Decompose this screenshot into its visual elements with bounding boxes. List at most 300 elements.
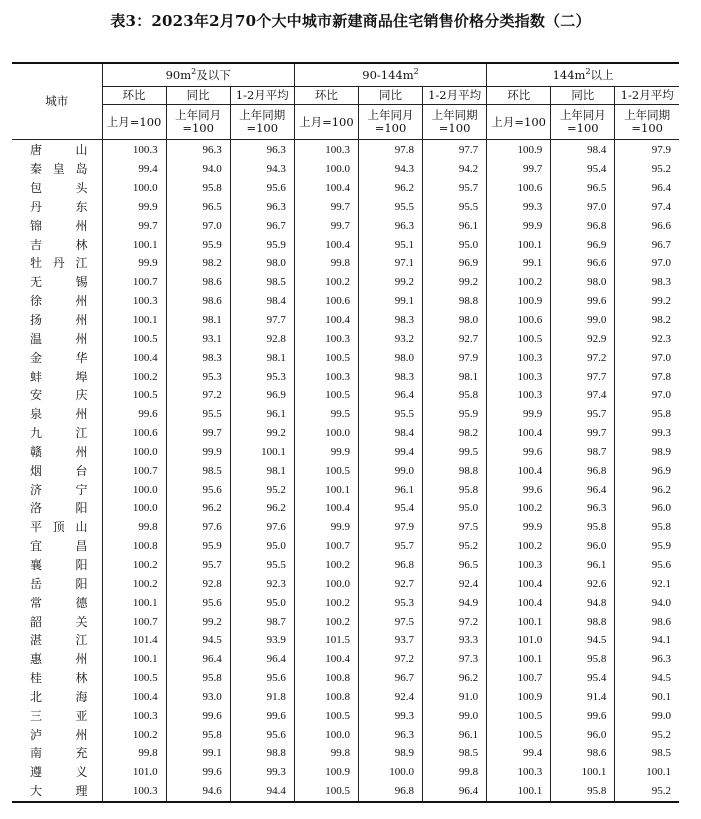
index-value: 99.5 xyxy=(294,405,358,424)
index-value: 96.5 xyxy=(423,556,487,575)
index-value: 100.5 xyxy=(294,348,358,367)
index-value: 98.5 xyxy=(166,461,230,480)
index-value: 98.3 xyxy=(358,311,422,330)
index-value: 96.2 xyxy=(166,499,230,518)
index-value: 96.4 xyxy=(423,782,487,802)
index-value: 98.5 xyxy=(230,273,294,292)
index-value: 96.2 xyxy=(230,499,294,518)
index-value: 100.2 xyxy=(102,367,166,386)
index-value: 98.4 xyxy=(551,140,615,160)
table-row xyxy=(12,650,679,669)
base-header: 上年同月=100 xyxy=(358,105,422,140)
index-value: 99.8 xyxy=(294,744,358,763)
index-value: 96.9 xyxy=(615,461,679,480)
city-name: 丹东 xyxy=(30,199,88,214)
index-value: 96.9 xyxy=(551,235,615,254)
index-value: 100.5 xyxy=(487,329,551,348)
index-value: 99.7 xyxy=(294,216,358,235)
city-name: 北海 xyxy=(30,689,88,704)
index-value: 99.8 xyxy=(423,763,487,782)
index-value: 99.3 xyxy=(230,763,294,782)
index-value: 99.2 xyxy=(230,424,294,443)
city-name: 九江 xyxy=(30,426,88,441)
table-row xyxy=(12,461,679,480)
index-value: 91.4 xyxy=(551,687,615,706)
index-value: 94.5 xyxy=(615,669,679,688)
index-value: 100.8 xyxy=(294,669,358,688)
table-body xyxy=(12,140,679,802)
index-value: 100.5 xyxy=(102,386,166,405)
index-value: 95.7 xyxy=(423,179,487,198)
index-value: 100.2 xyxy=(102,725,166,744)
index-value: 97.4 xyxy=(615,198,679,217)
index-value: 99.9 xyxy=(102,198,166,217)
table-row xyxy=(12,499,679,518)
table-row xyxy=(12,480,679,499)
index-value: 95.4 xyxy=(551,669,615,688)
index-value: 96.3 xyxy=(166,140,230,160)
index-value: 97.3 xyxy=(423,650,487,669)
index-value: 95.9 xyxy=(166,235,230,254)
index-value: 96.8 xyxy=(551,461,615,480)
index-value: 96.3 xyxy=(230,198,294,217)
group-header-small: $90m^2$及以下 xyxy=(102,63,294,87)
index-value: 96.1 xyxy=(423,725,487,744)
index-value: 100.1 xyxy=(102,650,166,669)
index-value: 97.1 xyxy=(358,254,422,273)
index-value: 95.6 xyxy=(166,593,230,612)
index-value: 100.1 xyxy=(102,311,166,330)
index-value: 100.3 xyxy=(102,782,166,802)
city-name: 烟台 xyxy=(30,463,88,478)
index-value: 97.2 xyxy=(166,386,230,405)
index-value: 90.1 xyxy=(615,687,679,706)
index-value: 97.9 xyxy=(358,518,422,537)
index-value: 95.0 xyxy=(423,235,487,254)
table-row xyxy=(12,612,679,631)
index-value: 96.2 xyxy=(358,179,422,198)
index-value: 98.2 xyxy=(166,254,230,273)
index-value: 97.8 xyxy=(615,367,679,386)
index-value: 96.7 xyxy=(615,235,679,254)
index-value: 99.1 xyxy=(487,254,551,273)
table-row xyxy=(12,744,679,763)
index-value: 98.1 xyxy=(423,367,487,386)
index-value: 94.4 xyxy=(230,782,294,802)
index-value: 95.0 xyxy=(230,593,294,612)
city-name: 唐山 xyxy=(30,143,88,158)
group-header-medium: $90-144m^2$ xyxy=(294,63,486,87)
index-value: 95.3 xyxy=(166,367,230,386)
index-value: 95.5 xyxy=(358,198,422,217)
index-value: 99.6 xyxy=(102,405,166,424)
index-value: 100.1 xyxy=(487,650,551,669)
index-value: 95.6 xyxy=(230,725,294,744)
index-value: 100.4 xyxy=(487,574,551,593)
index-value: 100.4 xyxy=(487,424,551,443)
index-value: 91.8 xyxy=(230,687,294,706)
index-value: 92.6 xyxy=(551,574,615,593)
index-value: 92.7 xyxy=(423,329,487,348)
index-value: 99.9 xyxy=(294,443,358,462)
table-row xyxy=(12,216,679,235)
city-name: 湛江 xyxy=(30,633,88,648)
city-name: 三亚 xyxy=(30,708,88,723)
index-value: 99.7 xyxy=(551,424,615,443)
table-row xyxy=(12,763,679,782)
index-value: 96.3 xyxy=(615,650,679,669)
index-value: 91.0 xyxy=(423,687,487,706)
index-value: 98.6 xyxy=(166,292,230,311)
index-value: 95.9 xyxy=(230,235,294,254)
index-value: 100.2 xyxy=(487,273,551,292)
index-value: 93.2 xyxy=(358,329,422,348)
index-value: 98.0 xyxy=(551,273,615,292)
table-row xyxy=(12,687,679,706)
index-value: 96.3 xyxy=(551,499,615,518)
city-name: 包头 xyxy=(30,181,88,196)
index-value: 95.3 xyxy=(358,593,422,612)
index-value: 95.3 xyxy=(230,367,294,386)
index-value: 96.1 xyxy=(551,556,615,575)
city-name: 洛阳 xyxy=(30,501,88,516)
index-value: 96.9 xyxy=(230,386,294,405)
index-value: 99.4 xyxy=(102,160,166,179)
index-value: 95.6 xyxy=(230,179,294,198)
index-value: 100.4 xyxy=(294,311,358,330)
index-value: 97.2 xyxy=(551,348,615,367)
table-title: 表3：2023年2月70个大中城市新建商品住宅销售价格分类指数（二） xyxy=(110,12,591,30)
index-value: 93.1 xyxy=(166,329,230,348)
index-value: 99.9 xyxy=(487,216,551,235)
city-name: 扬州 xyxy=(30,313,88,328)
index-value: 100.5 xyxy=(102,329,166,348)
index-value: 99.9 xyxy=(294,518,358,537)
index-value: 100.5 xyxy=(294,461,358,480)
index-value: 94.1 xyxy=(615,631,679,650)
index-value: 98.4 xyxy=(358,424,422,443)
index-value: 94.6 xyxy=(166,782,230,802)
table-header xyxy=(12,63,679,140)
index-value: 100.4 xyxy=(294,499,358,518)
index-value: 98.7 xyxy=(230,612,294,631)
index-value: 100.5 xyxy=(487,725,551,744)
index-value: 92.7 xyxy=(358,574,422,593)
index-value: 95.8 xyxy=(551,782,615,802)
index-value: 94.3 xyxy=(358,160,422,179)
index-value: 99.2 xyxy=(358,273,422,292)
index-value: 101.0 xyxy=(487,631,551,650)
city-name: 泸州 xyxy=(30,727,88,742)
city-name: 平顶山 xyxy=(30,520,88,535)
index-value: 97.2 xyxy=(423,612,487,631)
index-value: 99.3 xyxy=(615,424,679,443)
index-value: 100.5 xyxy=(102,669,166,688)
index-value: 100.9 xyxy=(487,687,551,706)
index-value: 98.0 xyxy=(230,254,294,273)
index-value: 98.9 xyxy=(615,443,679,462)
index-value: 97.4 xyxy=(551,386,615,405)
table-row xyxy=(12,273,679,292)
index-value: 100.7 xyxy=(102,612,166,631)
index-value: 96.7 xyxy=(358,669,422,688)
index-value: 100.2 xyxy=(102,556,166,575)
index-value: 95.8 xyxy=(166,179,230,198)
table-row xyxy=(12,782,679,802)
index-value: 100.0 xyxy=(102,499,166,518)
index-value: 98.3 xyxy=(166,348,230,367)
index-value: 98.1 xyxy=(230,348,294,367)
index-value: 99.6 xyxy=(487,480,551,499)
index-value: 99.5 xyxy=(423,443,487,462)
city-name: 温州 xyxy=(30,331,88,346)
index-value: 100.1 xyxy=(487,612,551,631)
base-header: 上月=100 xyxy=(487,105,551,140)
index-value: 100.3 xyxy=(487,348,551,367)
index-value: 99.8 xyxy=(102,744,166,763)
table-row xyxy=(12,367,679,386)
index-value: 100.0 xyxy=(294,424,358,443)
city-name: 宜昌 xyxy=(30,539,88,554)
index-value: 95.2 xyxy=(230,480,294,499)
index-value: 92.8 xyxy=(230,329,294,348)
city-column-header: 城市 xyxy=(12,63,102,140)
index-value: 95.8 xyxy=(551,650,615,669)
index-value: 95.0 xyxy=(230,537,294,556)
index-value: 99.6 xyxy=(551,292,615,311)
table-row xyxy=(12,424,679,443)
index-value: 94.0 xyxy=(615,593,679,612)
index-value: 100.6 xyxy=(294,292,358,311)
index-value: 98.7 xyxy=(551,443,615,462)
index-value: 94.5 xyxy=(166,631,230,650)
index-value: 94.2 xyxy=(423,160,487,179)
index-value: 96.4 xyxy=(166,650,230,669)
city-name: 安庆 xyxy=(30,388,88,403)
index-value: 99.3 xyxy=(358,706,422,725)
index-value: 96.2 xyxy=(423,669,487,688)
group-header-large: $144m^2$以上 xyxy=(487,63,679,87)
index-value: 100.5 xyxy=(487,706,551,725)
index-value: 94.8 xyxy=(551,593,615,612)
city-name: 遵义 xyxy=(30,765,88,780)
index-value: 100.2 xyxy=(294,612,358,631)
city-name: 牡丹江 xyxy=(30,256,88,271)
table-row xyxy=(12,140,679,160)
index-value: 100.1 xyxy=(294,480,358,499)
index-value: 100.4 xyxy=(487,461,551,480)
city-name: 惠州 xyxy=(30,652,88,667)
index-value: 95.8 xyxy=(551,518,615,537)
index-value: 100.3 xyxy=(487,367,551,386)
index-value: 98.8 xyxy=(423,292,487,311)
index-value: 99.6 xyxy=(551,706,615,725)
index-value: 96.4 xyxy=(551,480,615,499)
index-value: 97.0 xyxy=(551,198,615,217)
index-value: 100.2 xyxy=(487,537,551,556)
index-value: 100.6 xyxy=(102,424,166,443)
city-name: 锦州 xyxy=(30,218,88,233)
table-row xyxy=(12,179,679,198)
table-row xyxy=(12,443,679,462)
index-value: 98.6 xyxy=(615,612,679,631)
index-value: 96.0 xyxy=(551,725,615,744)
index-value: 96.2 xyxy=(615,480,679,499)
index-value: 95.5 xyxy=(358,405,422,424)
table-row xyxy=(12,537,679,556)
subheader-avg: 1-2月平均 xyxy=(615,87,679,105)
index-value: 96.4 xyxy=(230,650,294,669)
index-value: 98.0 xyxy=(423,311,487,330)
base-header: 上月=100 xyxy=(102,105,166,140)
subheader-mom: 环比 xyxy=(102,87,166,105)
index-value: 96.0 xyxy=(615,499,679,518)
index-value: 95.7 xyxy=(551,405,615,424)
index-value: 94.9 xyxy=(423,593,487,612)
city-name: 南充 xyxy=(30,746,88,761)
index-value: 100.3 xyxy=(102,292,166,311)
city-name: 秦皇岛 xyxy=(30,162,88,177)
index-value: 100.4 xyxy=(294,650,358,669)
index-value: 93.7 xyxy=(358,631,422,650)
city-name: 无锡 xyxy=(30,275,88,290)
base-header: 上年同期=100 xyxy=(615,105,679,140)
index-value: 100.5 xyxy=(294,386,358,405)
index-value: 100.4 xyxy=(294,179,358,198)
index-value: 93.9 xyxy=(230,631,294,650)
table-row xyxy=(12,405,679,424)
city-name: 桂林 xyxy=(30,671,88,686)
index-value: 95.8 xyxy=(166,725,230,744)
index-value: 96.6 xyxy=(551,254,615,273)
index-value: 99.7 xyxy=(102,216,166,235)
city-name: 泉州 xyxy=(30,407,88,422)
index-value: 100.1 xyxy=(102,235,166,254)
index-value: 100.9 xyxy=(487,140,551,160)
table-row xyxy=(12,329,679,348)
city-name: 韶关 xyxy=(30,614,88,629)
index-value: 97.0 xyxy=(615,254,679,273)
index-value: 95.2 xyxy=(615,782,679,802)
index-value: 95.2 xyxy=(615,725,679,744)
index-value: 100.3 xyxy=(487,763,551,782)
index-value: 99.2 xyxy=(615,292,679,311)
index-value: 97.8 xyxy=(358,140,422,160)
index-value: 100.1 xyxy=(102,593,166,612)
index-value: 98.9 xyxy=(358,744,422,763)
index-value: 100.3 xyxy=(487,386,551,405)
index-value: 99.6 xyxy=(166,706,230,725)
index-value: 100.1 xyxy=(551,763,615,782)
index-value: 92.9 xyxy=(551,329,615,348)
table-row xyxy=(12,574,679,593)
index-value: 93.0 xyxy=(166,687,230,706)
index-value: 100.6 xyxy=(487,311,551,330)
index-value: 100.4 xyxy=(487,593,551,612)
city-name: 常德 xyxy=(30,595,88,610)
city-name: 济宁 xyxy=(30,482,88,497)
index-value: 95.9 xyxy=(423,405,487,424)
index-value: 100.2 xyxy=(102,574,166,593)
index-value: 99.1 xyxy=(358,292,422,311)
index-value: 98.8 xyxy=(551,612,615,631)
index-value: 99.1 xyxy=(166,744,230,763)
index-value: 100.9 xyxy=(294,763,358,782)
index-value: 98.5 xyxy=(615,744,679,763)
index-value: 99.7 xyxy=(294,198,358,217)
index-value: 97.5 xyxy=(358,612,422,631)
index-value: 95.5 xyxy=(230,556,294,575)
index-value: 100.3 xyxy=(294,140,358,160)
index-value: 95.6 xyxy=(166,480,230,499)
index-value: 100.4 xyxy=(102,348,166,367)
index-value: 100.3 xyxy=(487,556,551,575)
index-value: 100.2 xyxy=(487,499,551,518)
index-value: 100.1 xyxy=(615,763,679,782)
index-value: 101.0 xyxy=(102,763,166,782)
city-name: 赣州 xyxy=(30,444,88,459)
index-value: 94.5 xyxy=(551,631,615,650)
index-value: 96.9 xyxy=(423,254,487,273)
index-value: 99.4 xyxy=(487,744,551,763)
index-value: 99.2 xyxy=(423,273,487,292)
index-value: 94.0 xyxy=(166,160,230,179)
index-value: 99.0 xyxy=(358,461,422,480)
index-value: 100.0 xyxy=(102,480,166,499)
index-value: 100.3 xyxy=(294,367,358,386)
index-value: 95.7 xyxy=(358,537,422,556)
index-value: 98.3 xyxy=(615,273,679,292)
index-value: 98.5 xyxy=(423,744,487,763)
index-value: 95.7 xyxy=(166,556,230,575)
table-row xyxy=(12,669,679,688)
index-value: 99.0 xyxy=(423,706,487,725)
index-value: 100.3 xyxy=(294,329,358,348)
index-value: 99.7 xyxy=(487,160,551,179)
index-value: 99.9 xyxy=(487,518,551,537)
index-value: 97.9 xyxy=(615,140,679,160)
index-value: 98.1 xyxy=(230,461,294,480)
index-value: 98.8 xyxy=(423,461,487,480)
index-value: 97.2 xyxy=(358,650,422,669)
city-name: 大理 xyxy=(12,782,102,802)
index-value: 96.8 xyxy=(358,782,422,802)
index-value: 92.4 xyxy=(423,574,487,593)
table-row xyxy=(12,235,679,254)
subheader-mom: 环比 xyxy=(487,87,551,105)
index-value: 99.6 xyxy=(166,763,230,782)
index-value: 99.6 xyxy=(487,443,551,462)
table-row xyxy=(12,348,679,367)
index-value: 100.6 xyxy=(487,179,551,198)
index-value: 95.8 xyxy=(615,518,679,537)
price-index-table xyxy=(12,62,679,803)
table-row xyxy=(12,386,679,405)
index-value: 96.8 xyxy=(358,556,422,575)
index-value: 96.3 xyxy=(358,216,422,235)
subheader-yoy: 同比 xyxy=(166,87,230,105)
base-header: 上年同月=100 xyxy=(551,105,615,140)
index-value: 100.5 xyxy=(294,706,358,725)
index-value: 98.2 xyxy=(615,311,679,330)
index-value: 95.8 xyxy=(166,669,230,688)
index-value: 95.8 xyxy=(423,480,487,499)
index-value: 96.7 xyxy=(230,216,294,235)
index-value: 100.2 xyxy=(294,593,358,612)
city-name: 岳阳 xyxy=(30,576,88,591)
index-value: 100.0 xyxy=(294,574,358,593)
index-value: 98.6 xyxy=(551,744,615,763)
